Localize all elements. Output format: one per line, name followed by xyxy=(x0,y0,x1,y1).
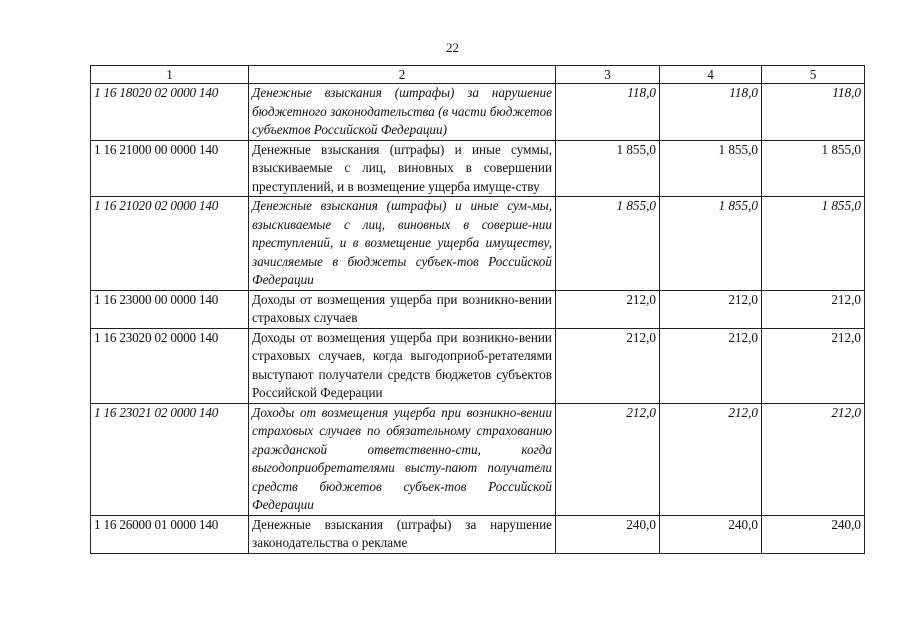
value-cell: 212,0 xyxy=(762,328,865,403)
column-header: 1 xyxy=(91,66,249,84)
value-cell: 240,0 xyxy=(660,515,762,553)
description-cell: Доходы от возмещения ущерба при возникно-вении страховых случаев, когда выгодоприоб-ретателями выступают получатели средств бюджетов субъектов Российской Федерации xyxy=(249,328,556,403)
code-cell: 1 16 18020 02 0000 140 xyxy=(91,84,249,141)
value-cell: 118,0 xyxy=(762,84,865,141)
value-cell: 118,0 xyxy=(660,84,762,141)
table-row xyxy=(91,197,865,291)
value-cell: 212,0 xyxy=(762,290,865,328)
column-header: 2 xyxy=(249,66,556,84)
value-cell: 212,0 xyxy=(556,290,660,328)
code-cell: 1 16 23000 00 0000 140 xyxy=(91,290,249,328)
value-cell: 212,0 xyxy=(660,403,762,515)
code-cell: 1 16 21020 02 0000 140 xyxy=(91,197,249,291)
value-cell: 1 855,0 xyxy=(660,197,762,291)
column-header: 4 xyxy=(660,66,762,84)
value-cell: 118,0 xyxy=(556,84,660,141)
revenue-table xyxy=(90,65,865,554)
code-cell: 1 16 23020 02 0000 140 xyxy=(91,328,249,403)
table-row xyxy=(91,403,865,515)
description-cell: Денежные взыскания (штрафы) и иные суммы, взыскиваемые с лиц, виновных в совершении преступлений, и в возмещение ущерба имуще-ству xyxy=(249,140,556,197)
code-cell: 1 16 23021 02 0000 140 xyxy=(91,403,249,515)
table-header-row xyxy=(91,66,865,84)
column-header: 3 xyxy=(556,66,660,84)
value-cell: 1 855,0 xyxy=(556,140,660,197)
value-cell: 212,0 xyxy=(556,403,660,515)
description-cell: Денежные взыскания (штрафы) за нарушение законодательства о рекламе xyxy=(249,515,556,553)
page-number: 22 xyxy=(446,40,459,55)
value-cell: 1 855,0 xyxy=(762,197,865,291)
value-cell: 240,0 xyxy=(556,515,660,553)
table-row xyxy=(91,328,865,403)
value-cell: 212,0 xyxy=(660,328,762,403)
code-cell: 1 16 26000 01 0000 140 xyxy=(91,515,249,553)
table-row xyxy=(91,515,865,553)
description-cell: Доходы от возмещения ущерба при возникно-вении страховых случаев по обязательному страхованию гражданской ответственно-сти, когда выгодоприобретателями высту-пают получатели средств бюджетов субъек-тов Российской Федерации xyxy=(249,403,556,515)
table-row xyxy=(91,84,865,141)
description-cell: Денежные взыскания (штрафы) и иные сум-мы, взыскиваемые с лиц, виновных в соверше-нии преступлений, и в возмещение ущерба имуществу, зачисляемые в бюджеты субъек-тов Российской Федерации xyxy=(249,197,556,291)
value-cell: 1 855,0 xyxy=(660,140,762,197)
table-row xyxy=(91,290,865,328)
description-cell: Денежные взыскания (штрафы) за нарушение бюджетного законодательства (в части бюджетов субъектов Российской Федерации) xyxy=(249,84,556,141)
description-cell: Доходы от возмещения ущерба при возникно-вении страховых случаев xyxy=(249,290,556,328)
value-cell: 212,0 xyxy=(660,290,762,328)
code-cell: 1 16 21000 00 0000 140 xyxy=(91,140,249,197)
value-cell: 1 855,0 xyxy=(762,140,865,197)
column-header: 5 xyxy=(762,66,865,84)
value-cell: 1 855,0 xyxy=(556,197,660,291)
value-cell: 240,0 xyxy=(762,515,865,553)
table-row xyxy=(91,140,865,197)
value-cell: 212,0 xyxy=(556,328,660,403)
value-cell: 212,0 xyxy=(762,403,865,515)
